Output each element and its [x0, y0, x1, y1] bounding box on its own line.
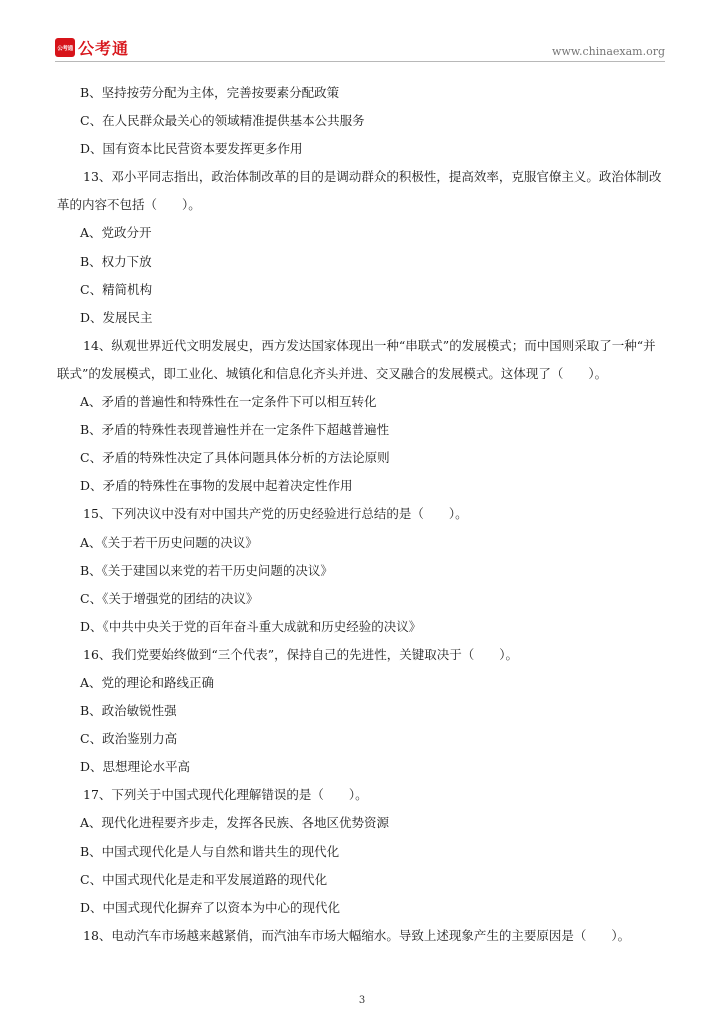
- page-header: [55, 34, 665, 62]
- option-q13-a: A、党政分开: [80, 225, 152, 241]
- option-q16-d: D、思想理论水平高: [80, 759, 191, 775]
- page-number: 3: [358, 995, 366, 1006]
- question-16-text: 16、我们党要始终做到“三个代表”，保持自己的先进性，关键取决于（ ）。: [83, 646, 518, 662]
- question-17-text: 17、下列关于中国式现代化理解错误的是（ ）。: [83, 787, 368, 803]
- question-13-text-cont: 革的内容不包括（ ）。: [57, 197, 201, 213]
- option-q15-d: D、《中共中央关于党的百年奋斗重大成就和历史经验的决议》: [80, 618, 422, 634]
- option-q12-c: C、在人民群众最关心的领域精准提供基本公共服务: [80, 113, 365, 129]
- option-q15-a: A、《关于若干历史问题的决议》: [80, 534, 258, 550]
- option-q16-a: A、党的理论和路线正确: [80, 674, 215, 690]
- option-q13-c: C、精简机构: [80, 281, 153, 297]
- option-q15-c: C、《关于增强党的团结的决议》: [80, 590, 259, 606]
- option-q14-a: A、矛盾的普遍性和特殊性在一定条件下可以相互转化: [80, 394, 377, 410]
- option-q17-b: B、中国式现代化是人与自然和谐共生的现代化: [80, 843, 340, 859]
- option-q12-d: D、国有资本比民营资本要发挥更多作用: [80, 141, 303, 157]
- option-q16-b: B、政治敏锐性强: [80, 703, 177, 719]
- question-13-text: 13、邓小平同志指出，政治体制改革的目的是调动群众的积极性，提高效率，克服官僚主义。政治体制改: [83, 169, 662, 185]
- logo-text: 公考通: [78, 39, 130, 58]
- option-q14-c: C、矛盾的特殊性决定了具体问题具体分析的方法论原则: [80, 450, 390, 466]
- logo-icon: 公考通: [55, 38, 75, 57]
- option-q14-b: B、矛盾的特殊性表现普遍性并在一定条件下超越普遍性: [80, 422, 390, 438]
- brand-logo[interactable]: [55, 36, 129, 59]
- question-18-text: 18、电动汽车市场越来越紧俏，而汽油车市场大幅缩水。导致上述现象产生的主要原因是（ ）。: [83, 927, 631, 943]
- site-url[interactable]: www.chinaexam.org: [552, 45, 665, 58]
- option-q13-b: B、权力下放: [80, 253, 152, 269]
- question-14-text: 14、纵观世界近代文明发展史，西方发达国家体现出一种“串联式”的发展模式；而中国则采取了一种“并: [83, 337, 656, 353]
- option-q17-a: A、现代化进程要齐步走，发挥各民族、各地区优势资源: [80, 815, 390, 831]
- question-15-text: 15、下列决议中没有对中国共产党的历史经验进行总结的是（ ）。: [83, 506, 468, 522]
- option-q17-d: D、中国式现代化摒弃了以资本为中心的现代化: [80, 899, 341, 915]
- header-divider: [55, 61, 665, 62]
- option-q13-d: D、发展民主: [80, 309, 153, 325]
- option-q14-d: D、矛盾的特殊性在事物的发展中起着决定性作用: [80, 478, 353, 494]
- option-q15-b: B、《关于建国以来党的若干历史问题的决议》: [80, 562, 333, 578]
- option-q17-c: C、中国式现代化是走和平发展道路的现代化: [80, 871, 328, 887]
- option-q12-b: B、坚持按劳分配为主体，完善按要素分配政策: [80, 85, 340, 100]
- document-body: [57, 79, 667, 950]
- option-q16-c: C、政治鉴别力高: [80, 731, 178, 747]
- question-14-text-cont: 联式”的发展模式，即工业化、城镇化和信息化齐头并进、交叉融合的发展模式。这体现了（ ）。: [57, 365, 608, 381]
